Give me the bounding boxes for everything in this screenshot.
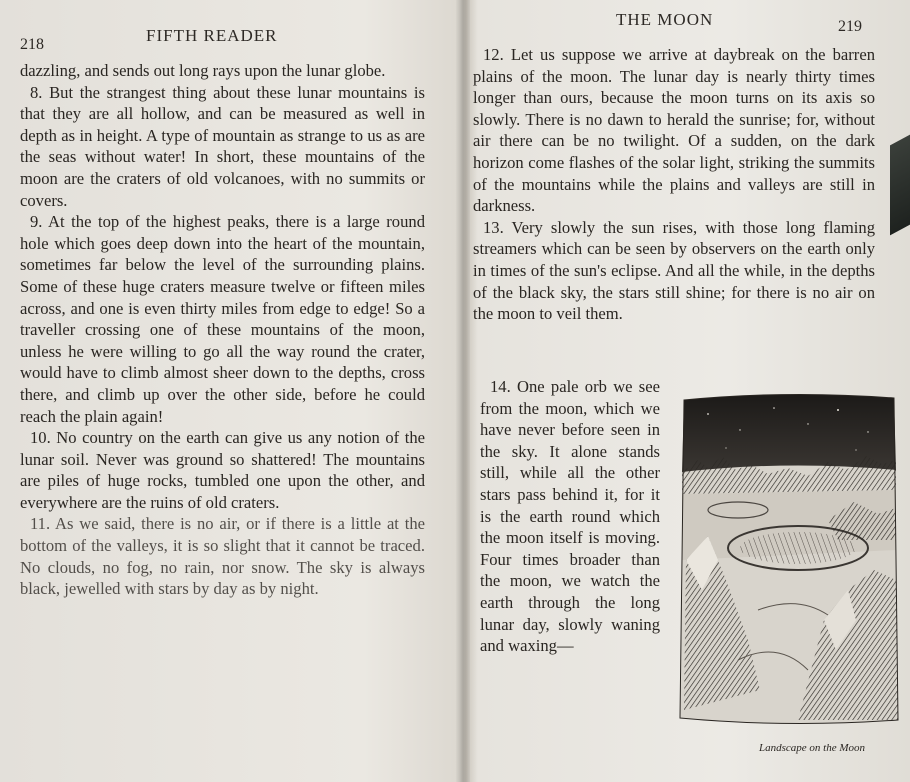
- running-head: FIFTH READER: [146, 26, 278, 45]
- page-number: 219: [838, 18, 862, 35]
- paragraph: 8. But the strangest thing about these lunar mountains is that they are all hollow, and can be measured as well in depth as in height. A type of mountain as strange to us as are the seas without water! In short, these mountains of the moon are the craters of old volcanoes, with no summits or covers.: [20, 82, 425, 210]
- page-number: 218: [20, 36, 44, 53]
- paragraph: 11. As we said, there is no air, or if there is a little at the bottom of the valleys, it is so slight that it cannot be traced. No clouds, no fog, no rain, nor snow. The sky is always black, jewelled with stars by day as by night.: [20, 514, 425, 599]
- paragraph: 10. No country on the earth can give us any notion of the lunar soil. Never was ground so shattered! The mountains are piles of huge rocks, tumbled one upon the other, and everywhere are the ruins of old craters.: [20, 428, 425, 512]
- page-edge-bookmark: [890, 135, 910, 236]
- running-head: THE MOON: [616, 10, 714, 29]
- right-page: [466, 0, 910, 782]
- column-text: [480, 376, 660, 657]
- left-page-body: [20, 60, 425, 600]
- paragraph: 12. Let us suppose we arrive at daybreak on the barren plains of the moon. The lunar day is nearly thirty times longer than ours, because the moon turns on its axis so slowly. There is no dawn to herald the sunrise; for, without air there can be no twilight. Of a sudden, on the dark horizon come flashes of the solar light, striking the summits of the mountains while the plains and valleys are still in darkness.: [473, 45, 875, 216]
- right-page-body: [473, 44, 875, 325]
- figure-caption: Landscape on the Moon: [758, 742, 865, 754]
- paragraph: 13. Very slowly the sun rises, with those long flaming streamers which can be seen by observers on the earth only in times of the sun's eclipse. And all the while, in the depths of the black sky, the stars still shine; for there is no air on the moon to veil them.: [473, 217, 875, 324]
- paragraph: dazzling, and sends out long rays upon the lunar globe.: [20, 61, 386, 80]
- paragraph: 14. One pale orb we see from the moon, which we have never before seen in the sky. It alone stands still, while all the other stars pass behind it, for it is the earth round which the moon itself is moving. Four times broader than the moon, we watch the earth through the long lunar day, slowly waning and waxing—: [480, 377, 660, 656]
- moon-landscape-illustration: [678, 390, 900, 728]
- paragraph: 9. At the top of the highest peaks, there is a large round hole which goes deep down into the heart of the mountain, sometimes far below the level of the surrounding plains. Some of these huge craters measure twelve or fifteen miles across, and one is even thirty miles from edge to edge! So a traveller crossing one of these mountains of the moon, unless he were willing to go all the way round the crater, would have to climb almost sheer down to the depths, cross there, and climb up over the other side, before he could reach the plain again!: [20, 212, 425, 426]
